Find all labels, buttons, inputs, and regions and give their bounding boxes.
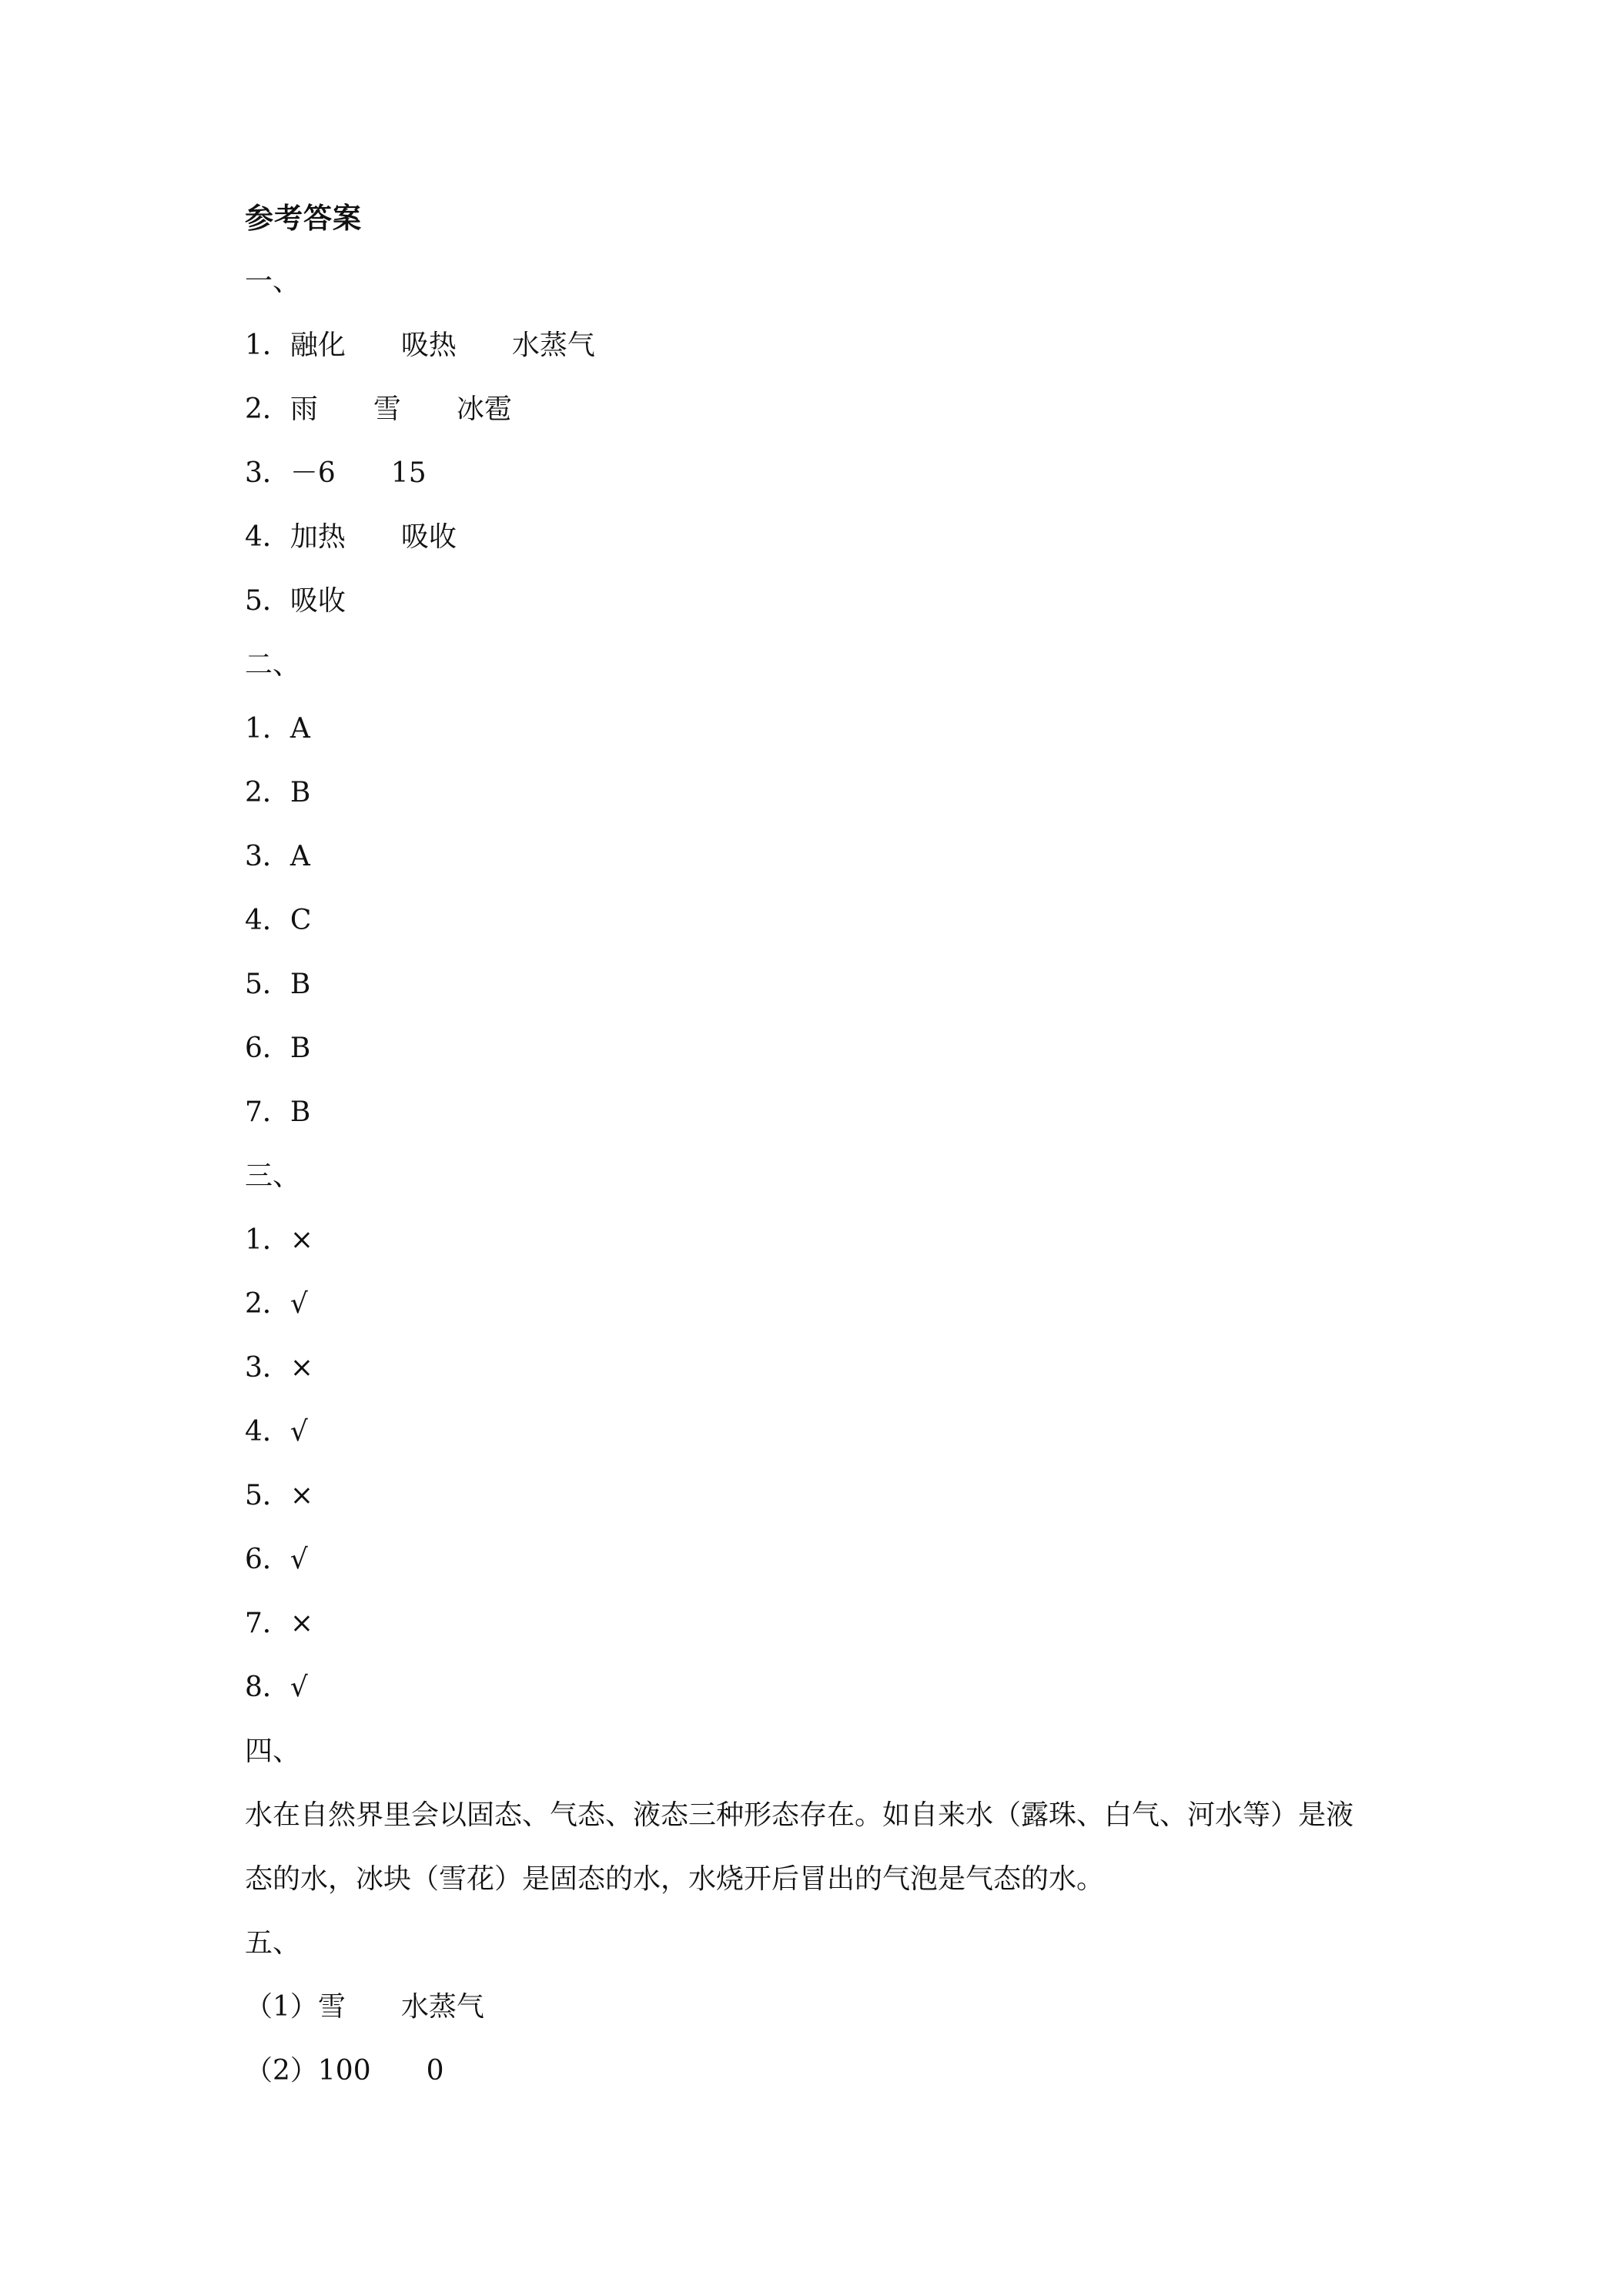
answer-line: 5．B [245,969,311,1000]
page-title: 参考答案 [245,202,362,235]
answer-line: 5．吸收 [245,585,346,617]
answer-line: 3．－6 15 [245,457,427,489]
answer-line: 6．B [245,1033,311,1064]
answer-line: （2）100 0 [245,2055,444,2087]
paragraph-line: 态的水，冰块（雪花）是固态的水，水烧开后冒出的气泡是气态的水。 [245,1863,1105,1895]
answer-line: 2．B [245,777,311,808]
answer-line: 4．加热 吸收 [245,521,457,553]
answer-line: 3．× [245,1352,314,1384]
answer-line: 7．B [245,1096,311,1128]
section-heading-4: 四、 [245,1735,301,1767]
answer-line: 6．√ [245,1544,308,1575]
answer-line: 2．雨 雪 冰雹 [245,393,512,425]
answer-line: 5．× [245,1480,314,1511]
answer-line: （1）雪 水蒸气 [245,1991,484,2023]
answer-line: 7．× [245,1608,314,1639]
section-heading-2: 二、 [245,649,301,681]
answer-line: 2．√ [245,1288,308,1320]
answer-line: 8．√ [245,1672,308,1703]
section-heading-5: 五、 [245,1927,301,1959]
answer-line: 1．融化 吸热 水蒸气 [245,330,595,361]
answer-line: 1．A [245,713,310,745]
answer-paragraph [245,1796,1384,1899]
answer-line: 4．√ [245,1416,308,1448]
answer-line: 1．× [245,1224,314,1256]
section-heading-3: 三、 [245,1160,301,1192]
answer-content [245,199,1400,2115]
answer-line: 4．C [245,905,312,936]
section-heading-1: 一、 [245,266,301,297]
answer-line: 3．A [245,841,310,872]
paragraph-line: 水在自然界里会以固态、气态、液态三种形态存在。如自来水（露珠、白气、河水等）是液 [245,1799,1354,1831]
